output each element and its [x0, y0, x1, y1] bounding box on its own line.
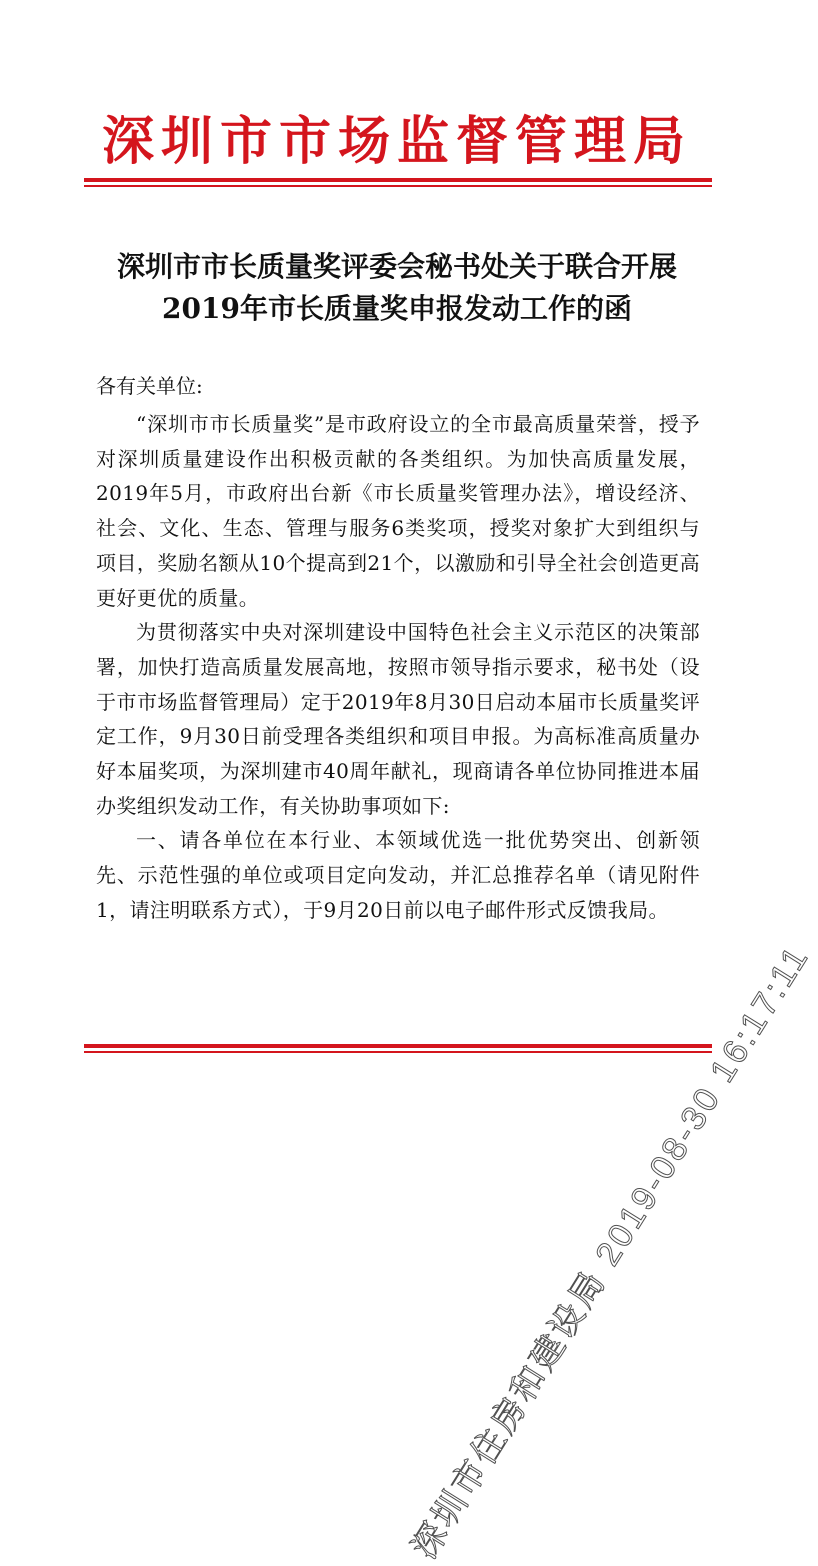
agency-letterhead: 深圳市市场监督管理局	[101, 111, 692, 172]
salutation: 各有关单位:	[96, 374, 203, 398]
document-title	[90, 246, 704, 330]
document-title-line-1: 深圳市市长质量奖评委会秘书处关于联合开展	[116, 250, 677, 283]
body-paragraph-3: 一、请各单位在本行业、本领域优选一批优势突出、创新领先、示范性强的单位或项目定向发动，并汇总推荐名单（请见附件1，请注明联系方式），于9月20日前以电子邮件形式反馈我局。	[96, 828, 700, 922]
outline-watermark: 深圳市住房和建设局 2019-08-30 16:17:11	[405, 938, 817, 1566]
document-body	[96, 407, 700, 928]
letterhead-rule-thin	[84, 185, 712, 187]
body-paragraph-2: 为贯彻落实中央对深圳建设中国特色社会主义示范区的决策部署，加快打造高质量发展高地，按照市领导指示要求，秘书处（设于市市场监督管理局）定于2019年8月30日启动本届市长质量奖评定工作，9月30日前受理各类组织和项目申报。为高标准高质量办好本届奖项，为深圳建市40周年献礼，现商请各单位协同推进本届办奖组织发动工作，有关协助事项如下:	[96, 620, 700, 818]
document-title-line-2: 2019年市长质量奖申报发动工作的函	[162, 292, 632, 325]
footer-rule-thin	[84, 1051, 712, 1053]
body-paragraph-1: “深圳市市长质量奖”是市政府设立的全市最高质量荣誉，授予对深圳质量建设作出积极贡献的各类组织。为加快高质量发展，2019年5月，市政府出台新《市长质量奖管理办法》，增设经济、社会、文化、生态、管理与服务6类奖项，授奖对象扩大到组织与项目，奖励名额从10个提高到21个，以激励和引导全社会创造更高更好更优的质量。	[96, 412, 700, 610]
footer-rule-thick	[84, 1044, 712, 1048]
letterhead-rule-thick	[84, 178, 712, 182]
